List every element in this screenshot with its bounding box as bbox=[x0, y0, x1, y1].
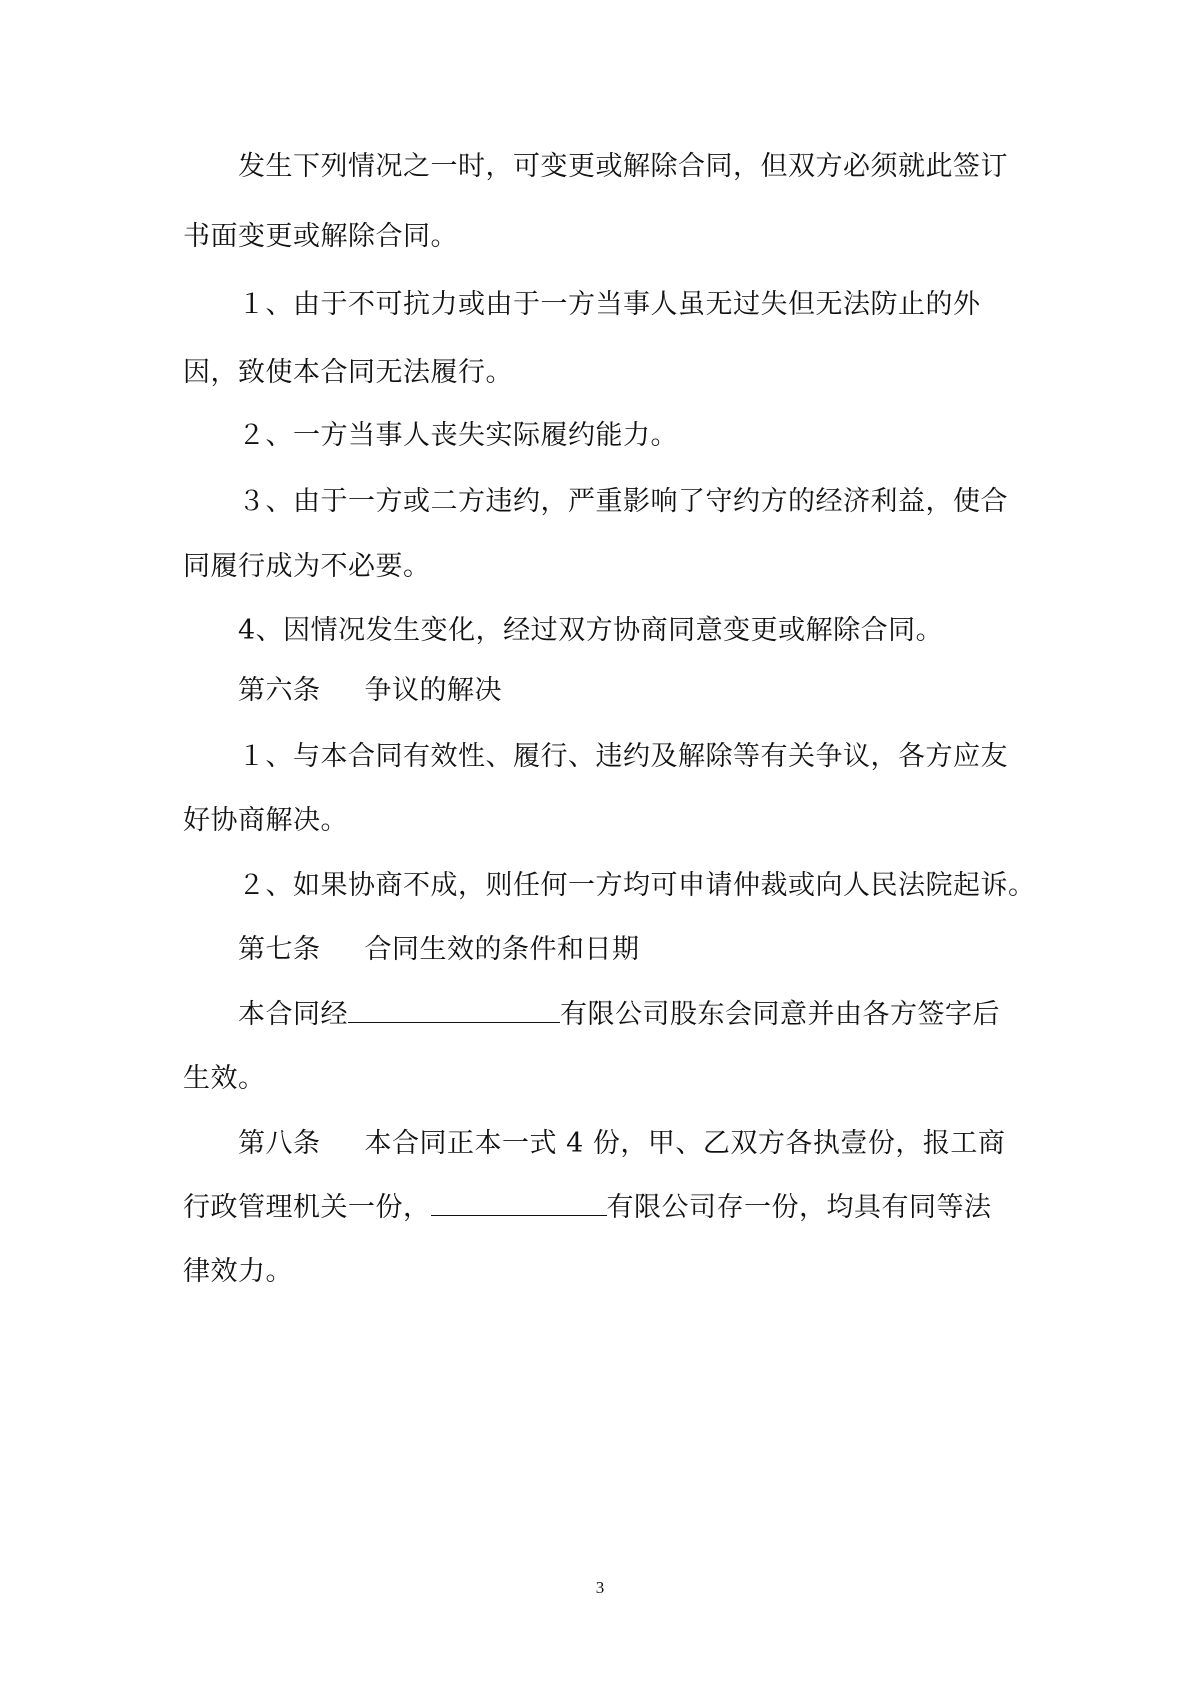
article-6-heading bbox=[238, 676, 502, 706]
article-8-text: 本合同正本一式 4 份，甲、乙双方各执壹份，报工商 bbox=[364, 1128, 1006, 1159]
change-item-3-line-2: 同履行成为不必要。 bbox=[183, 551, 431, 582]
article-7-body-suffix: 有限公司股东会同意并由各方签字后 bbox=[560, 999, 1000, 1030]
article-8-line-1 bbox=[238, 1129, 1005, 1159]
article-7-body-line-1 bbox=[238, 1000, 1000, 1030]
change-item-2: ２、一方当事人丧失实际履约能力。 bbox=[238, 420, 678, 451]
change-item-4: 4、因情况发生变化，经过双方协商同意变更或解除合同。 bbox=[238, 615, 944, 646]
article-6-number: 第六条 bbox=[238, 675, 321, 706]
change-item-3-line-1: ３、由于一方或二方违约，严重影响了守约方的经济利益，使合 bbox=[238, 486, 1008, 517]
intro-line-1: 发生下列情况之一时，可变更或解除合同，但双方必须就此签订 bbox=[238, 151, 1008, 182]
article-7-body-line-2: 生效。 bbox=[183, 1063, 266, 1094]
article-6-item-1-line-1: １、与本合同有效性、履行、违约及解除等有关争议，各方应友 bbox=[238, 741, 1008, 772]
article-6-item-1-line-2: 好协商解决。 bbox=[183, 805, 348, 836]
article-8-line-3: 律效力。 bbox=[183, 1256, 293, 1287]
change-item-1-line-2: 因，致使本合同无法履行。 bbox=[183, 357, 513, 388]
article-7-body-prefix: 本合同经 bbox=[238, 999, 348, 1030]
article-8-line-2 bbox=[183, 1193, 992, 1223]
company-name-blank bbox=[348, 1000, 560, 1023]
intro-line-2: 书面变更或解除合同。 bbox=[183, 221, 458, 252]
article-6-item-2: ２、如果协商不成，则任何一方均可申请仲裁或向人民法院起诉。 bbox=[238, 870, 1036, 901]
page-number: 3 bbox=[595, 1578, 605, 1597]
article-8-number: 第八条 bbox=[238, 1128, 321, 1159]
article-7-title: 合同生效的条件和日期 bbox=[364, 934, 640, 965]
article-8-line-2-prefix: 行政管理机关一份， bbox=[183, 1192, 431, 1223]
company-name-blank-2 bbox=[431, 1193, 607, 1216]
article-7-number: 第七条 bbox=[238, 934, 321, 965]
change-item-1-line-1: １、由于不可抗力或由于一方当事人虽无过失但无法防止的外 bbox=[238, 289, 981, 320]
article-7-heading bbox=[238, 935, 640, 965]
article-6-title: 争议的解决 bbox=[364, 675, 502, 706]
article-8-line-2-suffix: 有限公司存一份，均具有同等法 bbox=[606, 1192, 992, 1223]
